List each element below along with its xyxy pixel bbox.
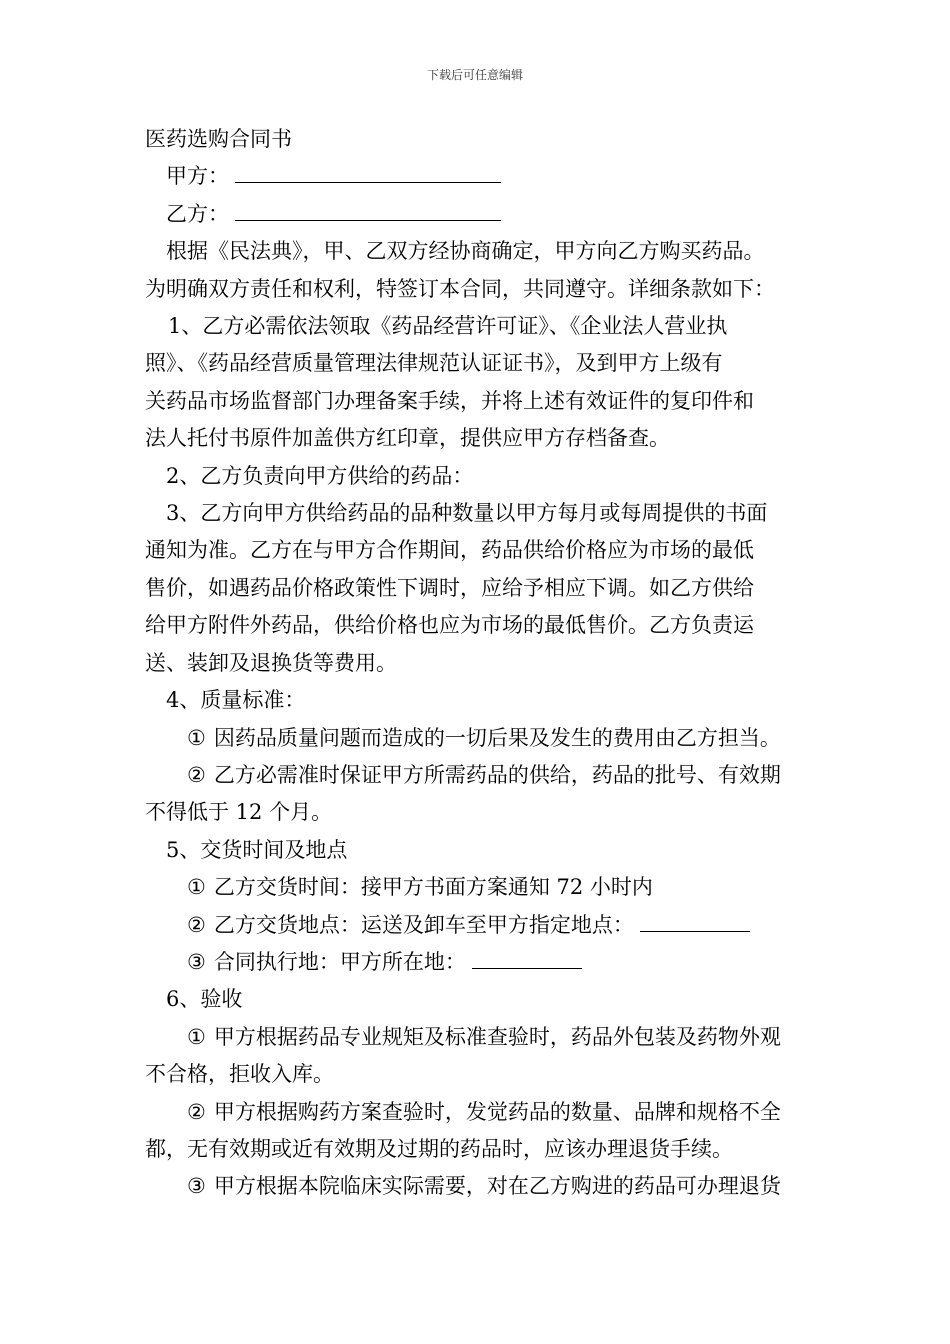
clause-5-item-2	[145, 907, 830, 944]
party-b-label: 乙方：	[166, 201, 229, 226]
clause-3-line-3: 售价，如遇药品价格政策性下调时，应给予相应下调。如乙方供给	[145, 575, 754, 600]
execution-location-blank	[472, 948, 582, 969]
clause-6-item-2-text: 甲方根据购药方案查验时，发觉药品的数量、品牌和规格不全	[213, 1099, 781, 1124]
clause-6-item-2-line-1	[145, 1094, 830, 1131]
circled-one-marker: ①	[187, 725, 206, 750]
circled-three-marker: ③	[187, 1174, 206, 1199]
party-a-line	[145, 158, 830, 195]
clause-3-line-1: 3、乙方向甲方供给药品的品种数量以甲方每月或每周提供的书面	[166, 501, 768, 526]
clause-6-item-1-line-1	[145, 1019, 830, 1056]
page-header: 下载后可任意编辑	[426, 68, 523, 82]
clause-5-item-1-text: 乙方交货时间：接甲方书面方案通知 72 小时内	[213, 875, 653, 900]
intro-line-1: 根据《民法典》，甲、乙双方经协商确定，甲方向乙方购买药品。	[166, 239, 765, 264]
circled-one-marker: ①	[187, 1024, 206, 1049]
clause-4-item-1	[145, 720, 830, 757]
party-a-label: 甲方：	[166, 164, 229, 189]
circled-one-marker: ①	[187, 875, 206, 900]
clause-6-item-3-text: 甲方根据本院临床实际需要，对在乙方购进的药品可办理退货	[213, 1174, 781, 1199]
party-b-line	[145, 196, 830, 233]
clause-2: 2、乙方负责向甲方供给的药品：	[166, 463, 474, 488]
clause-1-line-3: 关药品市场监督部门办理备案手续，并将上述有效证件的复印件和	[145, 388, 754, 413]
party-a-blank	[235, 162, 501, 183]
clause-1-line-2: 照》、《药品经营质量管理法律规范认证证书》，及到甲方上级有	[145, 351, 723, 376]
clause-4-item-2-line-2: 不得低于 12 个月。	[145, 800, 333, 825]
clause-6-item-2-line-2: 都，无有效期或近有效期及过期的药品时，应该办理退货手续。	[145, 1136, 733, 1161]
clause-6-item-1-text: 甲方根据药品专业规矩及标准查验时，药品外包装及药物外观	[213, 1024, 781, 1049]
clause-6-item-3-line-1	[145, 1168, 830, 1205]
clause-5-item-1	[145, 869, 830, 906]
delivery-location-blank	[640, 911, 750, 932]
circled-two-marker: ②	[187, 1099, 206, 1124]
clause-4-item-1-text: 因药品质量问题而造成的一切后果及发生的费用由乙方担当。	[213, 725, 781, 750]
circled-two-marker: ②	[187, 912, 206, 937]
clause-4-item-2-line-1	[145, 757, 830, 794]
clause-1-line-1: 1、乙方必需依法领取《药品经营许可证》、《企业法人营业执	[168, 314, 728, 339]
clause-3-line-4: 给甲方附件外药品，供给价格也应为市场的最低售价。乙方负责运	[145, 613, 754, 638]
clause-5-item-3	[145, 944, 830, 981]
clause-5-item-2-text: 乙方交货地点：运送及卸车至甲方指定地点：	[213, 912, 634, 937]
clause-6-heading: 6、验收	[166, 987, 243, 1012]
clause-6-item-1-line-2: 不合格，拒收入库。	[145, 1062, 334, 1087]
circled-two-marker: ②	[187, 762, 206, 787]
clause-3-line-5: 送、装卸及退换货等费用。	[145, 650, 397, 675]
clause-4-heading: 4、质量标准：	[166, 688, 306, 713]
intro-line-2: 为明确双方责任和权利，特签订本合同，共同遵守。详细条款如下：	[145, 276, 775, 301]
clause-4-item-2-text: 乙方必需准时保证甲方所需药品的供给，药品的批号、有效期	[213, 762, 781, 787]
contract-title: 医药选购合同书	[145, 127, 292, 151]
circled-three-marker: ③	[187, 949, 206, 974]
clause-5-heading: 5、交货时间及地点	[166, 837, 348, 862]
party-b-blank	[235, 200, 501, 221]
clause-5-item-3-text: 合同执行地：甲方所在地：	[213, 949, 466, 974]
clause-3-line-2: 通知为准。乙方在与甲方合作期间，药品供给价格应为市场的最低	[145, 538, 754, 563]
clause-1-line-4: 法人托付书原件加盖供方红印章，提供应甲方存档备查。	[145, 426, 670, 451]
contract-body	[145, 121, 830, 1206]
